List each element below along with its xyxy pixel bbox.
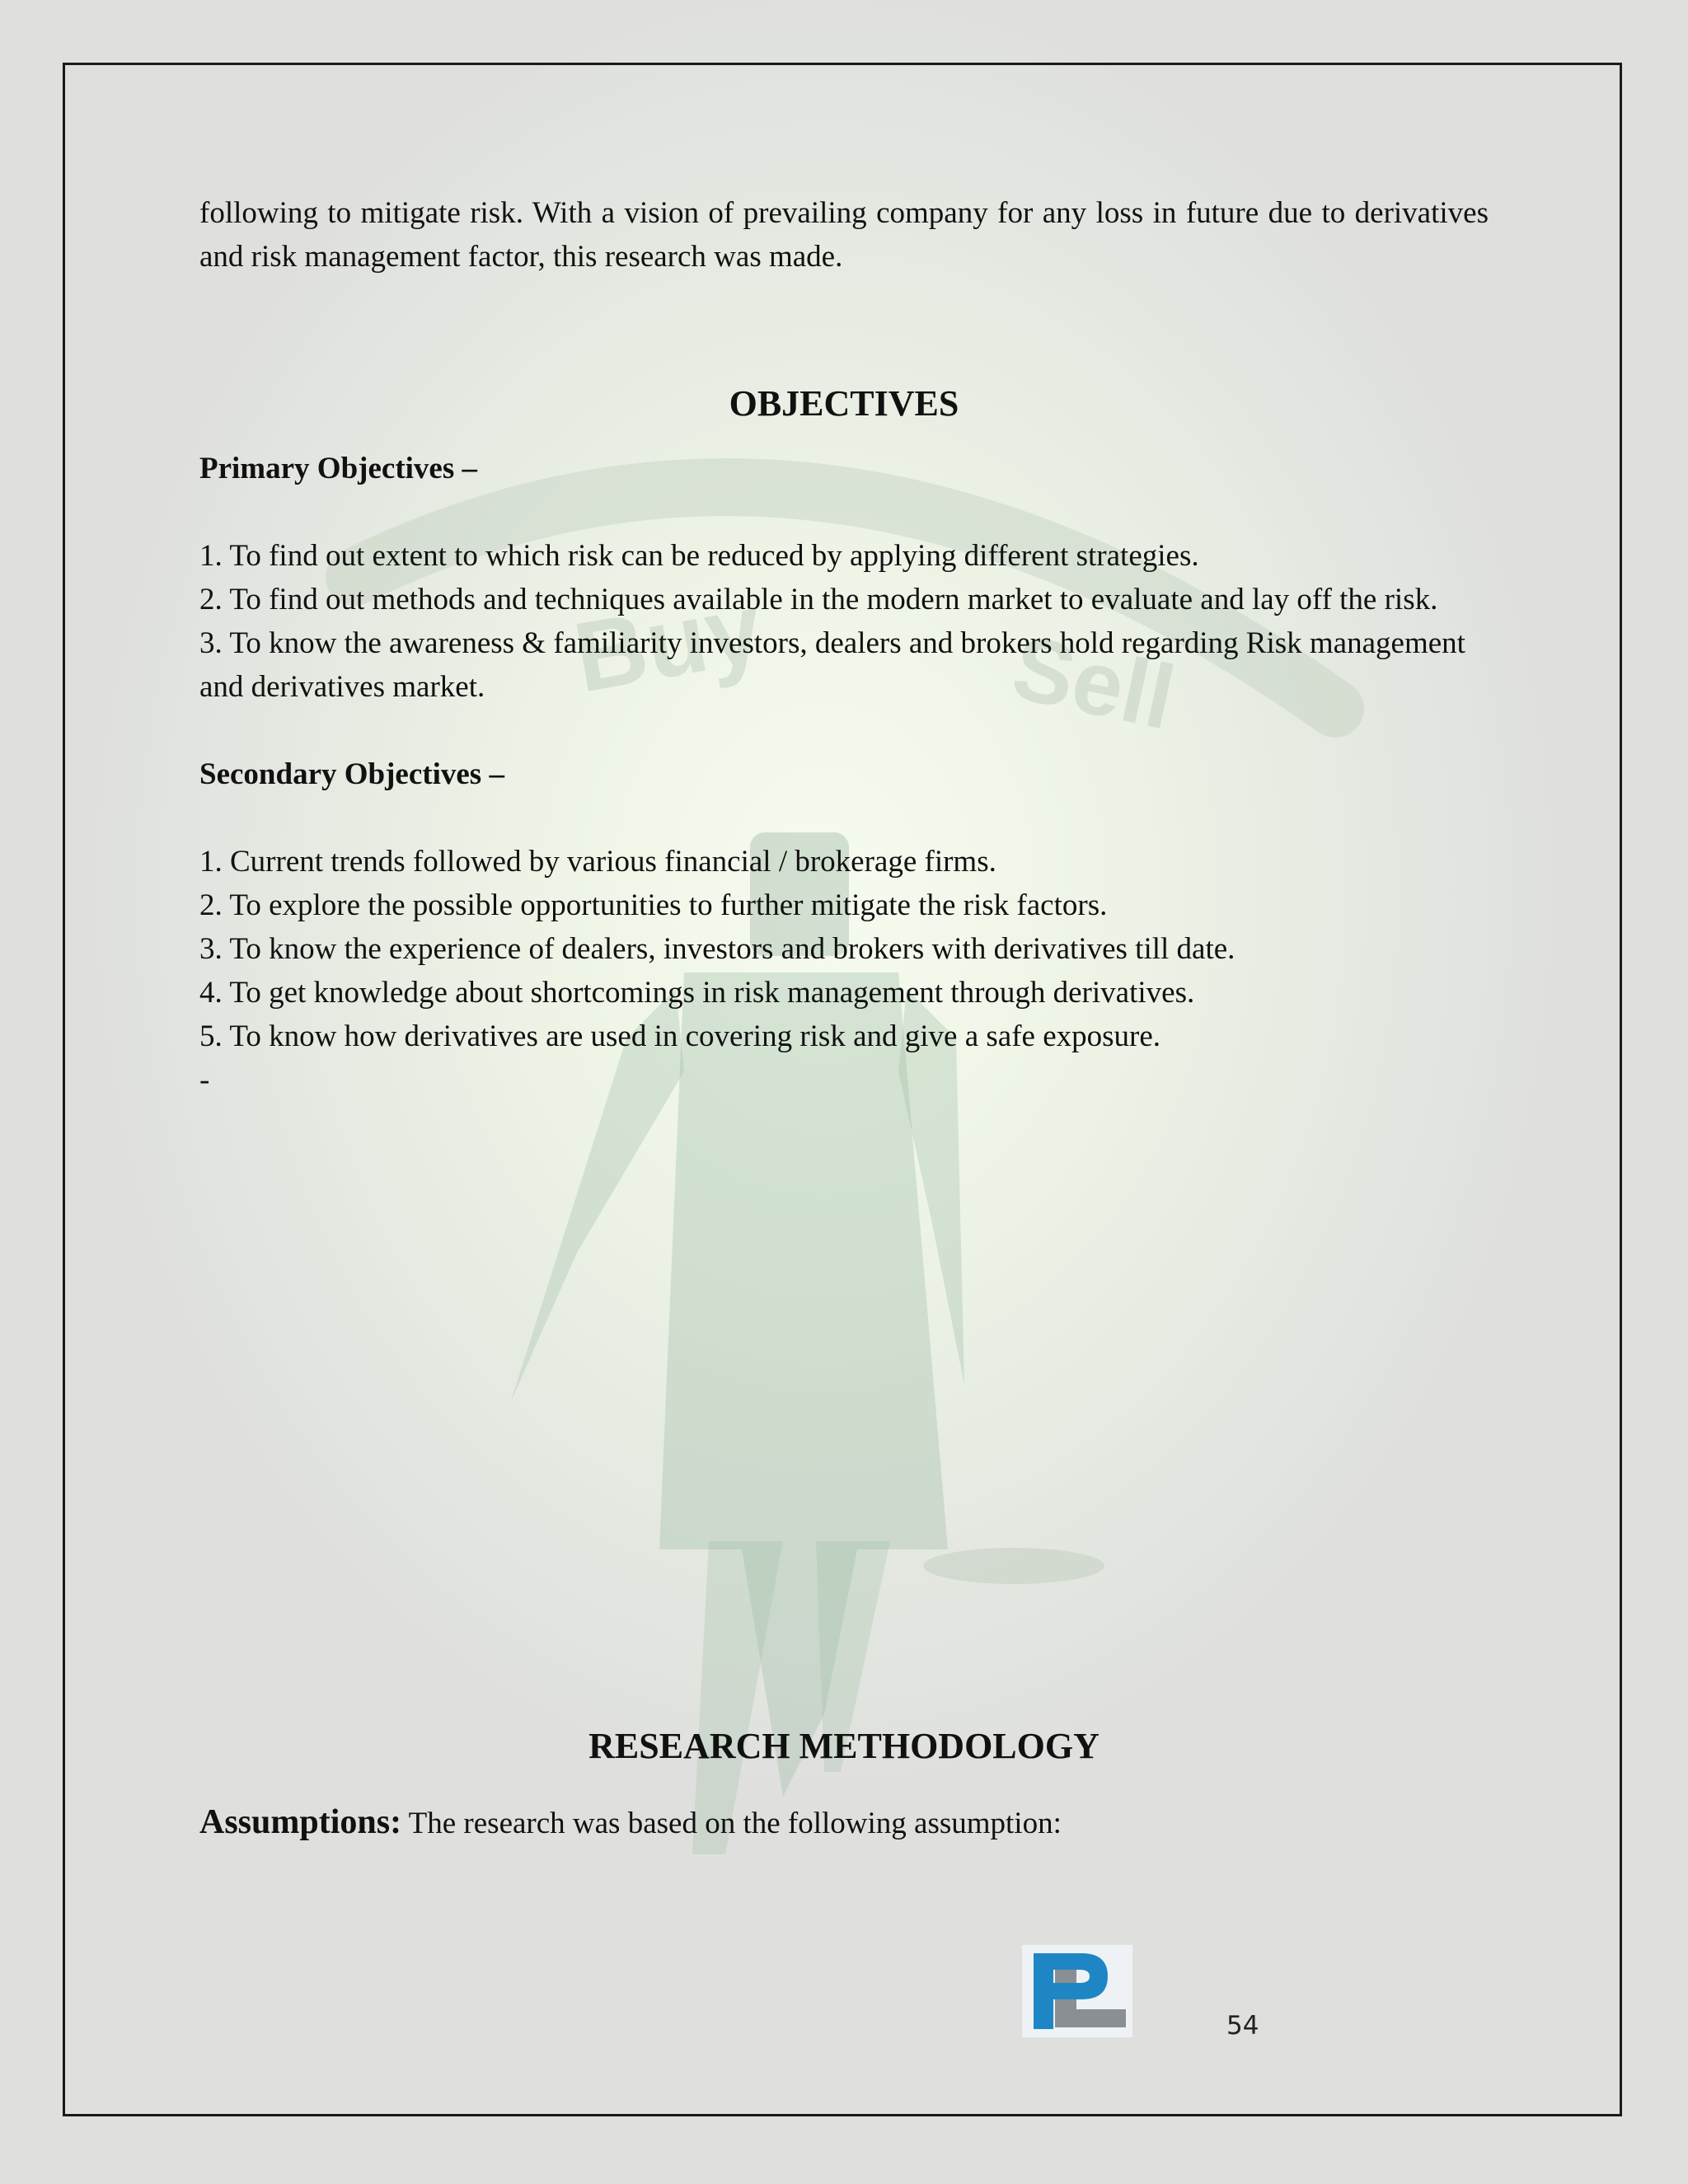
primary-objective-item: 1. To find out extent to which risk can be reduced by applying different strategies.	[199, 539, 1199, 573]
objectives-heading: OBJECTIVES	[729, 383, 959, 424]
secondary-objectives-list	[199, 840, 1489, 1102]
page-number: 54	[1226, 2011, 1259, 2041]
primary-objective-item: 3. To know the awareness & familiarity investors, dealers and brokers hold regarding Risk management and derivatives market.	[199, 626, 1465, 704]
pl-logo-icon	[1022, 1945, 1132, 2037]
assumptions-line	[199, 1801, 1489, 1845]
intro-paragraph: following to mitigate risk. With a vision of prevailing company for any loss in future due to derivatives and risk management factor, this research was made.	[199, 196, 1489, 274]
trailing-dash: -	[199, 1063, 210, 1097]
secondary-objective-item: 4. To get knowledge about shortcomings in risk management through derivatives.	[199, 976, 1195, 1010]
primary-objectives-title: Primary Objectives –	[199, 452, 477, 485]
assumptions-label: Assumptions:	[199, 1803, 402, 1841]
secondary-objective-item: 3. To know the experience of dealers, investors and brokers with derivatives till date.	[199, 932, 1236, 966]
assumptions-text: The research was based on the following assumption:	[401, 1807, 1062, 1840]
secondary-objective-item: 1. Current trends followed by various financial / brokerage firms.	[199, 845, 996, 879]
watermark-right-word: Sell	[1004, 616, 1184, 749]
watermark-left-word: Buy	[566, 572, 770, 714]
primary-objective-item: 2. To find out methods and techniques available in the modern market to evaluate and lay off the risk.	[199, 583, 1438, 616]
secondary-objective-item: 5. To know how derivatives are used in covering risk and give a safe exposure.	[199, 1019, 1161, 1053]
document-body	[199, 191, 1489, 1845]
research-methodology-heading: RESEARCH METHODOLOGY	[588, 1726, 1100, 1766]
secondary-objectives-title: Secondary Objectives –	[199, 757, 504, 791]
secondary-objective-item: 2. To explore the possible opportunities to further mitigate the risk factors.	[199, 888, 1108, 922]
primary-objectives-list	[199, 534, 1489, 709]
